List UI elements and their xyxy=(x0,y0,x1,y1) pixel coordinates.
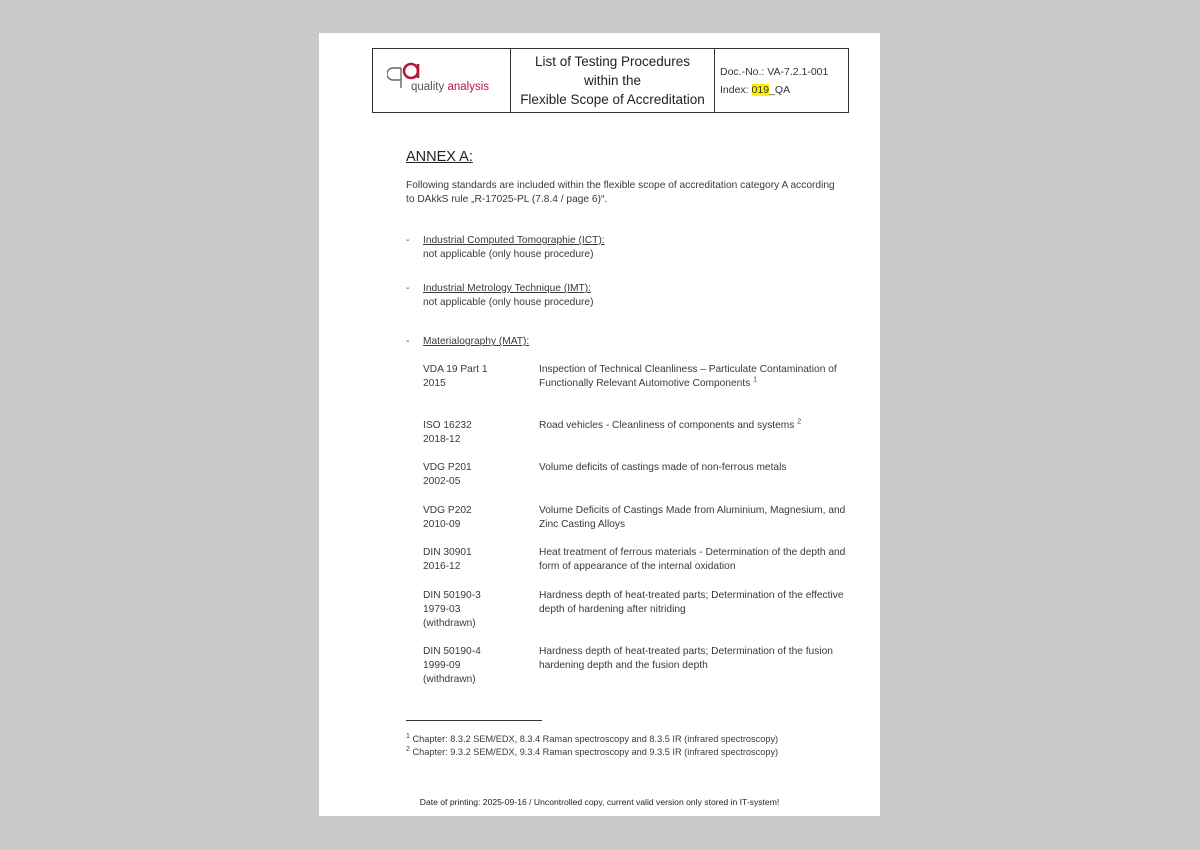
list-dash: - xyxy=(406,336,410,347)
section-label: Industrial Computed Tomographie (ICT): xyxy=(423,235,605,246)
logo-text xyxy=(411,81,489,93)
standard-id: ISO 16232 xyxy=(423,420,472,431)
standard-date: 2010-09 xyxy=(423,519,461,530)
standard-code xyxy=(423,419,533,447)
index-value: 019 xyxy=(751,83,770,96)
intro-paragraph: Following standards are included within the flexible scope of accreditation category A according to DAkkS rule „R-17025-PL (7.8.4 / page 6)“. xyxy=(406,180,835,205)
standard-description: Volume deficits of castings made of non-ferrous metals xyxy=(539,462,787,473)
footnotes xyxy=(406,733,778,759)
standard-date: 2015 xyxy=(423,378,446,389)
standard-code xyxy=(423,363,533,391)
footnote xyxy=(406,746,778,759)
footnote-text: Chapter: 8.3.2 SEM/EDX, 8.3.4 Raman spectroscopy and 8.3.5 IR (infrared spectroscopy) xyxy=(409,734,779,744)
standard-description xyxy=(539,363,855,391)
title-line: List of Testing Procedures xyxy=(534,54,691,69)
document-id-block xyxy=(715,49,848,112)
standard-description: Hardness depth of heat-treated parts; Determination of the effective depth of hardening after nitriding xyxy=(539,590,844,615)
standard-status: (withdrawn) xyxy=(423,674,476,685)
standard-description: Heat treatment of ferrous materials - Determination of the depth and form of appearance of the internal oxidation xyxy=(539,547,846,572)
index-suffix: _QA xyxy=(769,83,791,96)
footnote xyxy=(406,733,778,746)
standard-status: (withdrawn) xyxy=(423,618,476,629)
annex-title: ANNEX A: xyxy=(406,149,473,165)
standard-description: Volume Deficits of Castings Made from Aluminium, Magnesium, and Zinc Casting Alloys xyxy=(539,505,846,530)
standard-date: 2016-12 xyxy=(423,561,461,572)
footnote-ref: 2 xyxy=(797,418,802,426)
description-text: Inspection of Technical Cleanliness – Particulate Contamination of Functionally Relevant Automotive Components xyxy=(539,364,837,389)
document-title xyxy=(511,49,715,112)
description-text: Road vehicles - Cleanliness of components and systems xyxy=(539,420,795,431)
logo-text-accent: analysis xyxy=(447,81,490,93)
section-label: Materialography (MAT): xyxy=(423,336,530,347)
standard-id: DIN 30901 xyxy=(423,547,472,558)
standard-date: 1999-09 xyxy=(423,660,461,671)
standard-description xyxy=(539,419,855,433)
standard-date: 2018-12 xyxy=(423,434,461,445)
standard-id: DIN 50190-4 xyxy=(423,646,481,657)
print-note: Date of printing: 2025-09-16 / Uncontrolled copy, current valid version only stored in IT-system! xyxy=(419,797,780,807)
document-header xyxy=(372,48,849,113)
doc-number: Doc.-No.: VA-7.2.1-001 xyxy=(720,65,829,78)
footnote-mark: 2 xyxy=(406,745,410,753)
standard-id: VDG P201 xyxy=(423,462,472,473)
doc-index xyxy=(720,81,848,99)
standard-description: Hardness depth of heat-treated parts; Determination of the fusion hardening depth and the fusion depth xyxy=(539,646,833,671)
standard-date: 2002-05 xyxy=(423,476,461,487)
standard-code xyxy=(423,461,533,489)
standard-code xyxy=(423,546,533,574)
footnote-mark: 1 xyxy=(406,732,410,740)
title-line: within the xyxy=(583,73,642,88)
section-note: not applicable (only house procedure) xyxy=(423,297,594,308)
footnote-text: Chapter: 9.3.2 SEM/EDX, 9.3.4 Raman spectroscopy and 9.3.5 IR (infrared spectroscopy) xyxy=(409,747,779,757)
section-note: not applicable (only house procedure) xyxy=(423,249,594,260)
standard-code xyxy=(423,589,533,631)
title-line: Flexible Scope of Accreditation xyxy=(520,92,705,107)
list-dash: - xyxy=(406,283,410,294)
standard-code xyxy=(423,645,533,687)
footnote-ref: 1 xyxy=(753,376,757,384)
footnote-divider xyxy=(406,720,542,721)
standard-id: VDA 19 Part 1 xyxy=(423,364,488,375)
logo-text-plain: quality xyxy=(411,81,445,93)
company-logo xyxy=(373,49,511,112)
list-dash: - xyxy=(406,235,410,246)
standard-id: DIN 50190-3 xyxy=(423,590,481,601)
document-page xyxy=(319,33,880,816)
standard-id: VDG P202 xyxy=(423,505,472,516)
standard-date: 1979-03 xyxy=(423,604,461,615)
index-prefix: Index: xyxy=(720,83,752,96)
section-label: Industrial Metrology Technique (IMT): xyxy=(423,283,591,294)
standard-code xyxy=(423,504,533,532)
